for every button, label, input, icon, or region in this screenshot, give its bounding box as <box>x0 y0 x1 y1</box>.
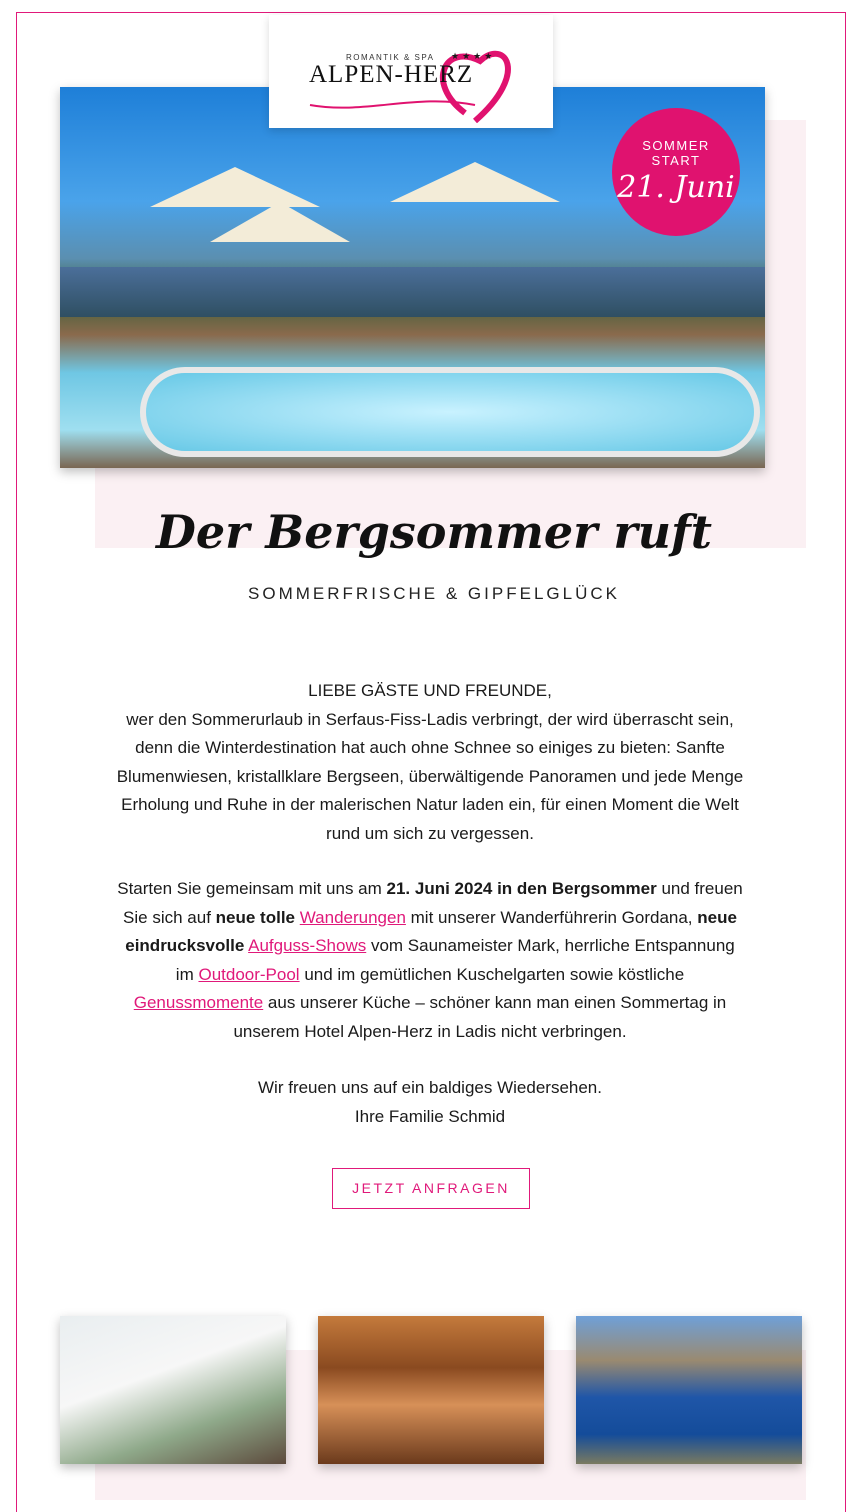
subheadline: SOMMERFRISCHE & GIPFELGLÜCK <box>248 584 620 603</box>
thumbnail-sauna[interactable] <box>318 1316 544 1464</box>
greeting: LIEBE GÄSTE UND FREUNDE, <box>308 681 552 700</box>
summer-start-badge <box>612 108 740 236</box>
link-genussmomente[interactable]: Genussmomente <box>133 993 264 1012</box>
headline: Der Bergsommer ruft <box>155 505 713 559</box>
signature: Ihre Familie Schmid <box>354 1106 506 1126</box>
link-wanderungen[interactable]: Wanderungen <box>299 907 406 927</box>
offer-paragraph: Starten Sie gemeinsam mit uns am 21. Juni 2024 in den Bergsommer und freuen Sie sich auf neue tolle Wanderungen mit unserer Wanderführerin Gordana, neue eindrucksvolle Aufguss-Shows vom Saunameister Mark, herrliche Entspannung im Outdoor-Pool und im gemütlichen Kuschelgarten sowie köstliche Genussmomente aus unserer Küche – schöner kann man einen Sommertag in unserem Hotel Alpen-Herz in Ladis nicht verbringen. <box>117 879 743 1041</box>
logo-name: ALPEN-HERZ <box>309 61 474 88</box>
thumbnail-garden-lounge[interactable] <box>60 1316 286 1464</box>
badge-line2: START <box>651 153 701 168</box>
closing-text: Wir freuen uns auf ein baldiges Wiedersehen. <box>258 1078 602 1097</box>
intro-text: wer den Sommerurlaub in Serfaus-Fiss-Ladis verbringt, der wird überrascht sein, denn die Winterdestination hat auch ohne Schnee so einiges zu bieten: Sanfte Blumenwiesen, kristallklare Bergseen, überwältigende Panoramen und jede Menge Erholung und Ruhe in der malerischen Natur laden ein, für einen Moment die Welt rund um sich zu vergessen. <box>116 709 744 843</box>
badge-line1: SOMMER <box>642 138 710 153</box>
thumbnail-mountain-lake[interactable] <box>576 1316 802 1464</box>
logo-stars: ★★★★ <box>451 51 496 61</box>
closing-paragraph <box>110 1074 750 1131</box>
badge-date: 21. Juni <box>617 170 735 205</box>
logo[interactable] <box>269 15 553 128</box>
intro-paragraph <box>110 677 750 848</box>
request-now-button[interactable]: JETZT ANFRAGEN <box>332 1168 530 1209</box>
logo-tagline: ROMANTIK & SPA <box>346 53 435 62</box>
link-outdoor-pool[interactable]: Outdoor-Pool <box>198 964 300 984</box>
link-aufguss-shows[interactable]: Aufguss-Shows <box>248 936 367 955</box>
